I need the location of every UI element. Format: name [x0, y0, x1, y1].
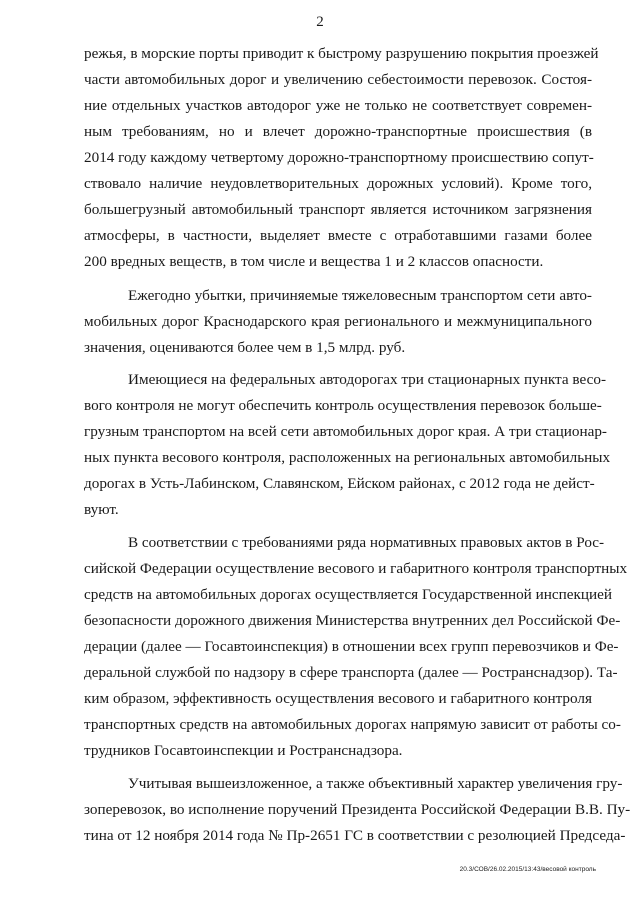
- text-line: безопасности дорожного движения Министерства внутренних дел Российской Фе-: [84, 612, 621, 629]
- page-number: 2: [316, 14, 324, 30]
- text-line: дерации (далее — Госавтоинспекция) в отношении всех групп перевозчиков и Фе-: [84, 638, 619, 655]
- text-line: режья, в морские порты приводит к быстрому разрушению покрытия проезжей: [84, 45, 599, 62]
- text-line: атмосферы, в частности, выделяет вместе с отработавшими газами более: [84, 227, 592, 244]
- text-line: ным требованиям, но и влечет дорожно-транспортные происшествия (в: [84, 123, 592, 140]
- footer-document-code: 20.3/СОВ/26.02.2015/13:43/весовой контроль: [459, 866, 596, 873]
- text-line: трудников Госавтоинспекции и Ространснадзора.: [84, 742, 403, 759]
- text-line: средств на автомобильных дорогах осуществляется Государственной инспекцией: [84, 586, 612, 603]
- text-line: дорогах в Усть-Лабинском, Славянском, Ейском районах, с 2012 года не дейст-: [84, 475, 595, 492]
- text-line: мобильных дорог Краснодарского края регионального и межмуниципального: [84, 313, 592, 330]
- text-line: ким образом, эффективность осуществления весового и габаритного контроля: [84, 690, 592, 707]
- text-line: 2014 году каждому четвертому дорожно-транспортному происшествию сопут-: [84, 149, 594, 166]
- paragraph-first-line: Ежегодно убытки, причиняемые тяжеловесным транспортом сети авто-: [128, 287, 592, 304]
- paragraph-first-line: В соответствии с требованиями ряда нормативных правовых актов в Рос-: [128, 534, 605, 551]
- text-line: вуют.: [84, 501, 119, 518]
- text-line: тина от 12 ноября 2014 года № Пр-2651 ГС в соответствии с резолюцией Председа-: [84, 827, 626, 844]
- text-line: ствовало наличие неудовлетворительных дорожных условий). Кроме того,: [84, 175, 592, 192]
- paragraph-first-line: Имеющиеся на федеральных автодорогах три стационарных пункта весо-: [128, 371, 606, 388]
- text-line: ных пункта весового контроля, расположенных на региональных автомобильных: [84, 449, 611, 466]
- text-line: вого контроля не могут обеспечить контроль осуществления перевозок больше-: [84, 397, 602, 414]
- text-line: ние отдельных участков автодорог уже не только не соответствует современ-: [84, 97, 592, 114]
- text-line: транспортных средств на автомобильных дорогах напрямую зависит от работы со-: [84, 716, 621, 733]
- text-line: части автомобильных дорог и увеличению себестоимости перевозок. Состоя-: [84, 71, 592, 88]
- text-line: грузным транспортом на всей сети автомобильных дорог края. А три стационар-: [84, 423, 607, 440]
- text-line: зоперевозок, во исполнение поручений Президента Российской Федерации В.В. Пу-: [84, 801, 631, 818]
- text-line: большегрузный автомобильный транспорт является источником загрязнения: [84, 201, 592, 218]
- paragraph-first-line: Учитывая вышеизложенное, а также объективный характер увеличения гру-: [128, 775, 623, 792]
- text-line: сийской Федерации осуществление весового и габаритного контроля транспортных: [84, 560, 628, 577]
- text-line: 200 вредных веществ, в том числе и вещества 1 и 2 классов опасности.: [84, 253, 544, 270]
- text-line: значения, оцениваются более чем в 1,5 млрд. руб.: [84, 339, 406, 356]
- text-line: деральной службой по надзору в сфере транспорта (далее — Ространснадзор). Та-: [84, 664, 618, 681]
